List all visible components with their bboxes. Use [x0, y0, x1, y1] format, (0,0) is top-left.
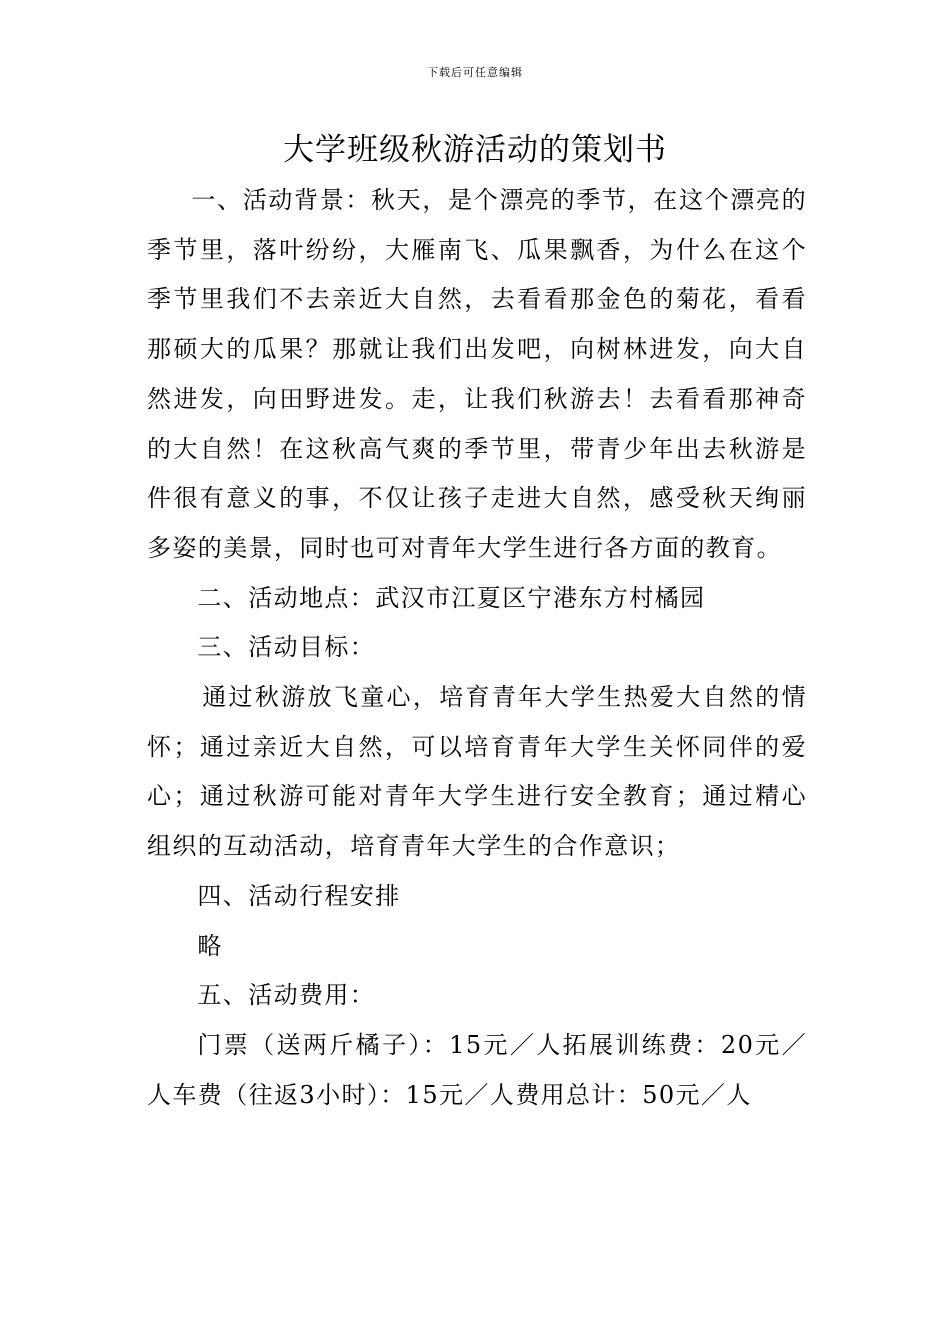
paragraph-goal: 通过秋游放飞童心，培育青年大学生热爱大自然的情怀；通过亲近大自然，可以培育青年大学生关怀同伴的爱心；通过秋游可能对青年大学生进行安全教育；通过精心组织的互动活动，培育青年大学生的合作意识；: [147, 683, 807, 861]
header-note: 下载后可任意编辑: [427, 66, 523, 79]
paragraph-background: 一、活动背景：秋天，是个漂亮的季节，在这个漂亮的季节里，落叶纷纷，大雁南飞、瓜果飘香，为什么在这个季节里我们不去亲近大自然，去看看那金色的菊花，看看那硕大的瓜果？那就让我们出发吧，向树林进发，向大自然进发，向田野进发。走，让我们秋游去！去看看那神奇的大自然！在这秋高气爽的季节里，带青少年出去秋游是件很有意义的事，不仅让孩子走进大自然，感受秋天绚丽多姿的美景，同时也可对青年大学生进行各方面的教育。: [147, 186, 807, 562]
paragraph-cost: 门票（送两斤橘子）：15元／人拓展训练费：20元／人车费（往返3小时）：15元／人费用总计：50元／人: [147, 1030, 807, 1109]
paragraph-schedule: 略: [197, 931, 223, 960]
document-body: [147, 176, 807, 1120]
heading-schedule: 四、活动行程安排: [197, 881, 401, 910]
heading-cost: 五、活动费用：: [197, 981, 376, 1010]
heading-goal: 三、活动目标：: [197, 633, 376, 662]
paragraph-location: 二、活动地点：武汉市江夏区宁港东方村橘园: [197, 583, 706, 612]
page-title: 大学班级秋游活动的策划书: [283, 132, 667, 168]
